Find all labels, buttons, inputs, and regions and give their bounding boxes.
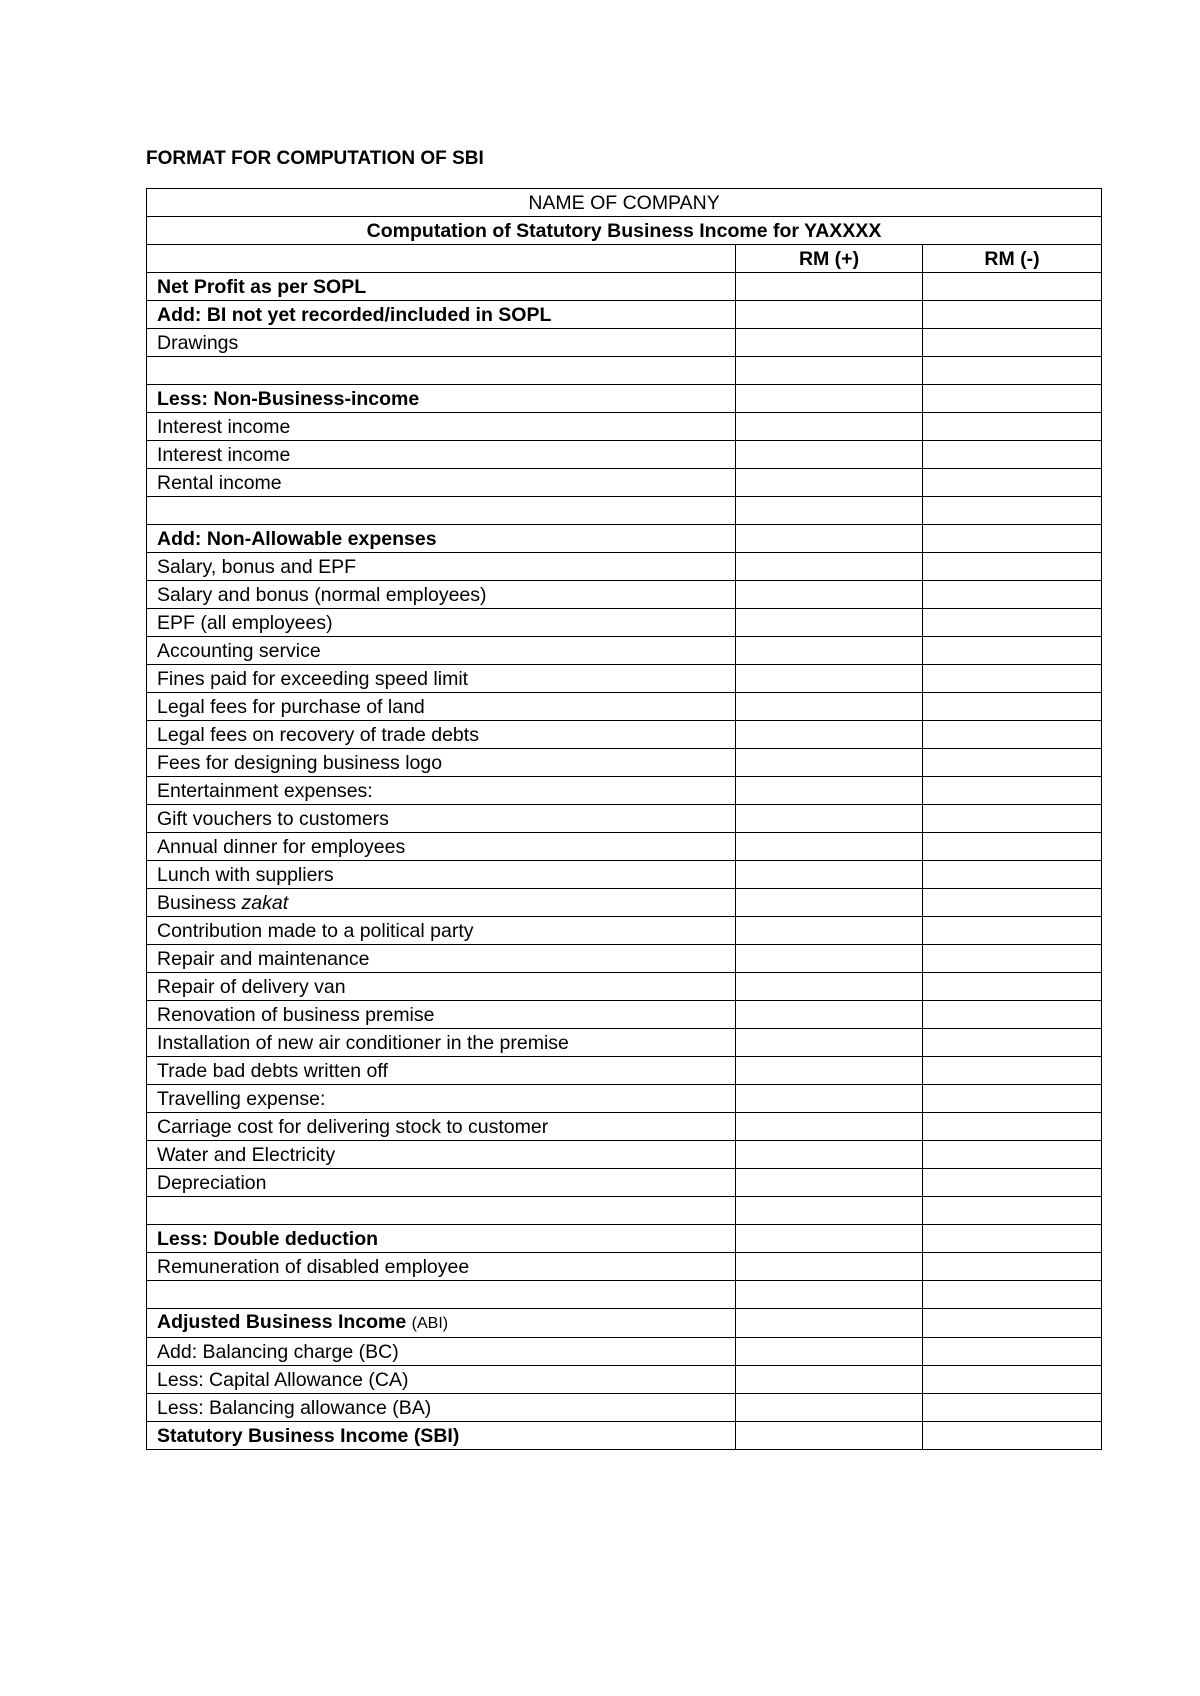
rm-plus-cell [736, 497, 923, 525]
row-label [147, 637, 736, 665]
row-label-suffix: (ABI) [411, 1315, 449, 1332]
rm-minus-cell [923, 1085, 1102, 1113]
row-label [147, 1253, 736, 1281]
rm-plus-cell [736, 889, 923, 917]
row-label [147, 1309, 736, 1338]
row-label [147, 301, 736, 329]
rm-plus-cell [736, 665, 923, 693]
rm-plus-cell [736, 469, 923, 497]
row-label [147, 1029, 736, 1057]
row-label-text: Travelling expense: [157, 1087, 326, 1110]
row-label [147, 273, 736, 301]
row-label [147, 1394, 736, 1422]
row-label [147, 861, 736, 889]
row-label [147, 1057, 736, 1085]
rm-minus-cell [923, 889, 1102, 917]
rm-plus-cell [736, 721, 923, 749]
rm-minus-cell [923, 1366, 1102, 1394]
table-row [147, 1001, 1102, 1029]
rm-minus-cell [923, 1338, 1102, 1366]
rm-minus-cell [923, 917, 1102, 945]
row-label [147, 1366, 736, 1394]
row-label [147, 1225, 736, 1253]
computation-title-header: Computation of Statutory Business Income for YAXXXX [147, 217, 1102, 245]
table-row [147, 609, 1102, 637]
row-label [147, 329, 736, 357]
rm-plus-cell [736, 1169, 923, 1197]
row-label-text: Accounting service [157, 639, 321, 662]
rm-plus-cell [736, 357, 923, 385]
table-row [147, 329, 1102, 357]
row-label-text: Interest income [157, 443, 291, 466]
rm-minus-cell [923, 441, 1102, 469]
rm-plus-cell [736, 749, 923, 777]
table-row [147, 357, 1102, 385]
row-label-text: Annual dinner for employees [157, 835, 406, 858]
row-label-text: Water and Electricity [157, 1143, 336, 1166]
row-label-text: Depreciation [157, 1171, 267, 1194]
row-label-italic: zakat [241, 891, 289, 914]
row-label-text: Add: Balancing charge (BC) [157, 1340, 399, 1363]
rm-plus-cell [736, 1394, 923, 1422]
row-label [147, 553, 736, 581]
row-label [147, 973, 736, 1001]
rm-minus-cell [923, 1281, 1102, 1309]
rm-plus-cell [736, 693, 923, 721]
table-row [147, 273, 1102, 301]
table-row [147, 917, 1102, 945]
table-row [147, 665, 1102, 693]
row-label [147, 581, 736, 609]
table-row [147, 553, 1102, 581]
row-label-text: Less: Capital Allowance (CA) [157, 1368, 409, 1391]
table-row [147, 1422, 1102, 1450]
rm-minus-cell [923, 721, 1102, 749]
row-label [147, 385, 736, 413]
rm-minus-cell [923, 301, 1102, 329]
row-label [147, 469, 736, 497]
rm-plus-cell [736, 973, 923, 1001]
computation-header-row [147, 217, 1102, 245]
rm-minus-cell [923, 1141, 1102, 1169]
rm-minus-cell [923, 1309, 1102, 1338]
table-row [147, 1057, 1102, 1085]
table-row [147, 637, 1102, 665]
rm-plus-cell [736, 1057, 923, 1085]
row-label-text: Gift vouchers to customers [157, 807, 389, 830]
row-label [147, 1338, 736, 1366]
table-row [147, 1309, 1102, 1338]
row-label-text: Carriage cost for delivering stock to customer [157, 1115, 549, 1138]
rm-minus-cell [923, 973, 1102, 1001]
row-label [147, 833, 736, 861]
row-label-text: Salary, bonus and EPF [157, 555, 357, 578]
row-label [147, 497, 736, 525]
rm-plus-cell [736, 1225, 923, 1253]
table-row [147, 1394, 1102, 1422]
row-label [147, 721, 736, 749]
row-label-text: EPF (all employees) [157, 611, 333, 634]
row-label [147, 1001, 736, 1029]
row-label-text: Adjusted Business Income [157, 1311, 407, 1333]
rm-plus-cell [736, 581, 923, 609]
table-row [147, 861, 1102, 889]
table-row [147, 413, 1102, 441]
rm-plus-cell [736, 329, 923, 357]
rm-minus-cell [923, 1029, 1102, 1057]
table-row [147, 385, 1102, 413]
row-label-text: Remuneration of disabled employee [157, 1255, 470, 1278]
row-label-text: Less: Balancing allowance (BA) [157, 1396, 432, 1419]
rm-plus-cell [736, 273, 923, 301]
rm-plus-cell [736, 413, 923, 441]
rm-minus-cell [923, 329, 1102, 357]
rm-plus-column-header: RM (+) [736, 245, 923, 273]
rm-minus-cell [923, 581, 1102, 609]
rm-minus-cell [923, 833, 1102, 861]
row-label-text: Lunch with suppliers [157, 863, 334, 886]
table-row [147, 1141, 1102, 1169]
row-label [147, 609, 736, 637]
row-label-text: Trade bad debts written off [157, 1059, 388, 1082]
row-label-text: Repair of delivery van [157, 975, 346, 998]
table-row [147, 1338, 1102, 1366]
table-row [147, 721, 1102, 749]
table-row [147, 693, 1102, 721]
row-label-text: Less: Non-Business-income [157, 387, 420, 410]
rm-minus-cell [923, 1169, 1102, 1197]
row-label [147, 1113, 736, 1141]
row-label [147, 693, 736, 721]
row-label-text: Repair and maintenance [157, 947, 370, 970]
table-row [147, 945, 1102, 973]
row-label-text: Add: BI not yet recorded/included in SOPL [157, 303, 552, 326]
row-label-text: Interest income [157, 415, 291, 438]
row-label [147, 413, 736, 441]
rm-minus-cell [923, 1001, 1102, 1029]
rm-plus-cell [736, 1001, 923, 1029]
rm-minus-cell [923, 749, 1102, 777]
rm-plus-cell [736, 637, 923, 665]
rm-plus-cell [736, 525, 923, 553]
table-row [147, 973, 1102, 1001]
row-label [147, 1197, 736, 1225]
table-row [147, 833, 1102, 861]
table-row [147, 497, 1102, 525]
table-row [147, 1085, 1102, 1113]
rm-plus-cell [736, 609, 923, 637]
rm-minus-cell [923, 861, 1102, 889]
rm-plus-cell [736, 1309, 923, 1338]
rm-plus-cell [736, 1141, 923, 1169]
row-label [147, 777, 736, 805]
sbi-computation-table [146, 188, 1102, 1450]
rm-plus-cell [736, 1253, 923, 1281]
table-row [147, 749, 1102, 777]
row-label [147, 805, 736, 833]
rm-plus-cell [736, 1366, 923, 1394]
table-row [147, 469, 1102, 497]
table-row [147, 1169, 1102, 1197]
row-label-text: Rental income [157, 471, 282, 494]
row-label-text: Fines paid for exceeding speed limit [157, 667, 469, 690]
row-label-text: Installation of new air conditioner in the premise [157, 1031, 569, 1054]
rm-minus-cell [923, 273, 1102, 301]
row-label [147, 917, 736, 945]
row-label [147, 1085, 736, 1113]
item-column-header [147, 245, 736, 273]
rm-plus-cell [736, 805, 923, 833]
row-label [147, 749, 736, 777]
row-label-text: Fees for designing business logo [157, 751, 443, 774]
rm-plus-cell [736, 917, 923, 945]
row-label [147, 889, 736, 917]
rm-plus-cell [736, 385, 923, 413]
rm-minus-cell [923, 497, 1102, 525]
row-label [147, 1422, 736, 1450]
rm-plus-cell [736, 1029, 923, 1057]
rm-minus-cell [923, 1394, 1102, 1422]
company-name-header: NAME OF COMPANY [147, 189, 1102, 217]
rm-minus-cell [923, 553, 1102, 581]
table-row [147, 1197, 1102, 1225]
table-row [147, 777, 1102, 805]
rm-minus-cell [923, 609, 1102, 637]
rm-minus-cell [923, 1113, 1102, 1141]
table-row [147, 441, 1102, 469]
rm-minus-cell [923, 357, 1102, 385]
table-row [147, 1029, 1102, 1057]
table-row [147, 1225, 1102, 1253]
rm-minus-cell [923, 1253, 1102, 1281]
row-label-text: Salary and bonus (normal employees) [157, 583, 487, 606]
rm-plus-cell [736, 833, 923, 861]
row-label [147, 441, 736, 469]
table-row [147, 301, 1102, 329]
row-label-text: Net Profit as per SOPL [157, 275, 367, 298]
table-row [147, 805, 1102, 833]
row-label [147, 1281, 736, 1309]
table-row [147, 1281, 1102, 1309]
row-label-text: Renovation of business premise [157, 1003, 435, 1026]
rm-plus-cell [736, 1281, 923, 1309]
row-label [147, 1169, 736, 1197]
rm-minus-cell [923, 777, 1102, 805]
rm-plus-cell [736, 1338, 923, 1366]
table-row [147, 1253, 1102, 1281]
document-title: FORMAT FOR COMPUTATION OF SBI [146, 148, 484, 169]
row-label [147, 665, 736, 693]
rm-minus-cell [923, 1197, 1102, 1225]
rm-plus-cell [736, 553, 923, 581]
table-row [147, 525, 1102, 553]
column-header-row [147, 245, 1102, 273]
row-label-text: Business [157, 891, 237, 914]
company-header-row [147, 189, 1102, 217]
table-row [147, 1366, 1102, 1394]
row-label-text: Add: Non-Allowable expenses [157, 527, 437, 550]
rm-plus-cell [736, 1422, 923, 1450]
rm-plus-cell [736, 861, 923, 889]
rm-plus-cell [736, 777, 923, 805]
row-label [147, 945, 736, 973]
table-row [147, 889, 1102, 917]
row-label-text: Contribution made to a political party [157, 919, 474, 942]
rm-plus-cell [736, 945, 923, 973]
row-label-text: Entertainment expenses: [157, 779, 373, 802]
row-label [147, 357, 736, 385]
rm-plus-cell [736, 1113, 923, 1141]
rm-minus-cell [923, 469, 1102, 497]
table-row [147, 1113, 1102, 1141]
rm-plus-cell [736, 1085, 923, 1113]
rm-minus-column-header: RM (-) [923, 245, 1102, 273]
rm-minus-cell [923, 665, 1102, 693]
rm-minus-cell [923, 1225, 1102, 1253]
rm-minus-cell [923, 805, 1102, 833]
rm-minus-cell [923, 413, 1102, 441]
row-label [147, 1141, 736, 1169]
row-label [147, 525, 736, 553]
rm-minus-cell [923, 1422, 1102, 1450]
rm-minus-cell [923, 637, 1102, 665]
row-label-text: Statutory Business Income (SBI) [157, 1424, 460, 1447]
rm-plus-cell [736, 1197, 923, 1225]
row-label-text: Drawings [157, 331, 239, 354]
rm-minus-cell [923, 385, 1102, 413]
row-label-text: Legal fees for purchase of land [157, 695, 425, 718]
row-label-text: Less: Double deduction [157, 1227, 379, 1250]
rm-minus-cell [923, 693, 1102, 721]
table-row [147, 581, 1102, 609]
row-label-text: Legal fees on recovery of trade debts [157, 723, 479, 746]
rm-minus-cell [923, 525, 1102, 553]
rm-minus-cell [923, 1057, 1102, 1085]
rm-minus-cell [923, 945, 1102, 973]
rm-plus-cell [736, 441, 923, 469]
rm-plus-cell [736, 301, 923, 329]
